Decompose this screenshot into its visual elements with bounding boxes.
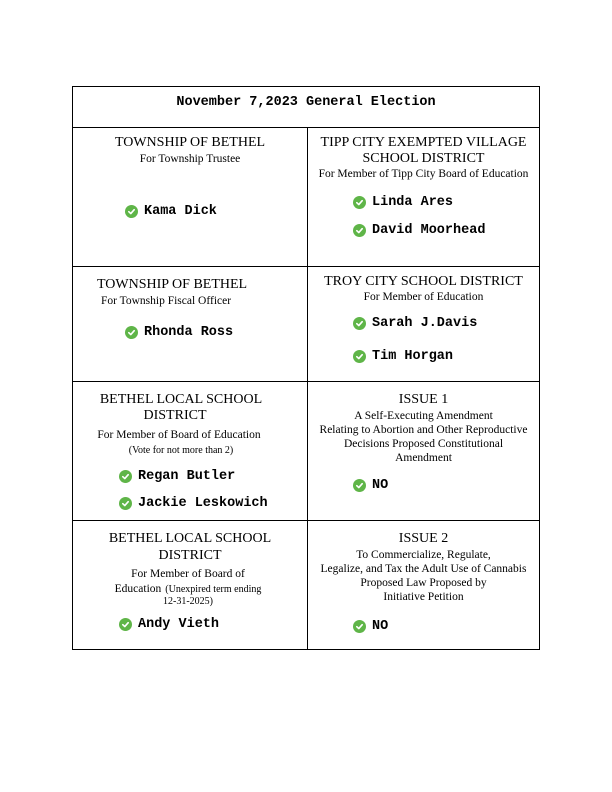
choice-label: Rhonda Ross [144, 324, 234, 340]
choice-regan-butler[interactable] [119, 468, 235, 484]
issue-text: A Self-Executing Amendment [354, 410, 493, 422]
race-heading: TOWNSHIP OF BETHEL [97, 277, 248, 292]
choice-linda-ares[interactable] [353, 194, 453, 210]
choice-label: Linda Ares [372, 194, 454, 210]
choice-andy-vieth[interactable] [119, 616, 219, 632]
choice-label: Andy Vieth [138, 616, 220, 632]
race-heading: BETHEL LOCAL SCHOOL [99, 392, 263, 407]
race-office: For Township Trustee [139, 153, 241, 165]
race-troy-city-board [308, 267, 541, 381]
race-heading: BETHEL LOCAL SCHOOL [108, 531, 272, 546]
check-icon [119, 497, 132, 510]
race-heading: SCHOOL DISTRICT [362, 151, 485, 166]
race-issue-1 [308, 382, 541, 520]
vote-limit-note: (Vote for not more than 2) [128, 445, 234, 456]
race-office: For Member of Tipp City Board of Education [318, 168, 529, 180]
race-bethel-local-board [73, 382, 307, 520]
check-icon [353, 224, 366, 237]
issue-text: Decisions Proposed Constitutional [343, 438, 504, 450]
choice-issue-1-no[interactable] [353, 477, 388, 493]
race-heading: TOWNSHIP OF BETHEL [114, 135, 266, 150]
choice-label: Tim Horgan [372, 348, 454, 364]
term-note: (Unexpired term ending [165, 584, 262, 595]
issue-text: Amendment [395, 452, 452, 464]
choice-sarah-j-davis[interactable] [353, 315, 477, 331]
race-heading: ISSUE 1 [398, 392, 449, 407]
choice-jackie-leskowich[interactable] [119, 495, 268, 511]
issue-text: Proposed Law Proposed by [360, 577, 487, 589]
choice-rhonda-ross[interactable] [125, 324, 233, 340]
check-icon [119, 470, 132, 483]
choice-tim-horgan[interactable] [353, 348, 453, 364]
race-tipp-city-board [308, 128, 541, 266]
check-icon [353, 350, 366, 363]
check-icon [353, 196, 366, 209]
ballot-title: November 7,2023 General Election [73, 87, 539, 128]
choice-label: Sarah J.Davis [372, 315, 478, 331]
choice-label: NO [372, 477, 389, 493]
check-icon [353, 317, 366, 330]
issue-text: Legalize, and Tax the Adult Use of Cannabis [320, 563, 527, 575]
choice-issue-2-no[interactable] [353, 618, 388, 634]
check-icon [125, 326, 138, 339]
race-township-trustee [73, 128, 307, 266]
ballot-table [72, 86, 540, 650]
check-icon [353, 479, 366, 492]
race-township-fiscal-officer [73, 267, 307, 381]
choice-label: Regan Butler [138, 468, 236, 484]
choice-label: David Moorhead [372, 222, 486, 238]
choice-label: Jackie Leskowich [138, 495, 268, 511]
race-office: For Township Fiscal Officer [101, 295, 232, 307]
race-office: Education [114, 583, 162, 595]
race-heading: DISTRICT [143, 408, 207, 423]
race-office: For Member of Board of Education [97, 429, 261, 441]
race-office: For Member of Education [363, 291, 484, 303]
race-heading: TIPP CITY EXEMPTED VILLAGE [320, 135, 527, 150]
issue-text: Relating to Abortion and Other Reproductive [319, 424, 528, 436]
issue-text: To Commercialize, Regulate, [356, 549, 491, 561]
check-icon [353, 620, 366, 633]
race-issue-2 [308, 521, 541, 650]
race-heading: DISTRICT [158, 548, 222, 563]
race-heading: TROY CITY SCHOOL DISTRICT [324, 274, 523, 289]
choice-david-moorhead[interactable] [353, 222, 485, 238]
check-icon [125, 205, 138, 218]
race-heading: ISSUE 2 [398, 531, 449, 546]
race-office: For Member of Board of [131, 568, 245, 580]
issue-text: Initiative Petition [383, 591, 464, 603]
choice-kama-dick[interactable] [125, 203, 217, 219]
term-note: 12-31-2025) [163, 596, 213, 607]
check-icon [119, 618, 132, 631]
choice-label: NO [372, 618, 389, 634]
choice-label: Kama Dick [144, 203, 217, 219]
